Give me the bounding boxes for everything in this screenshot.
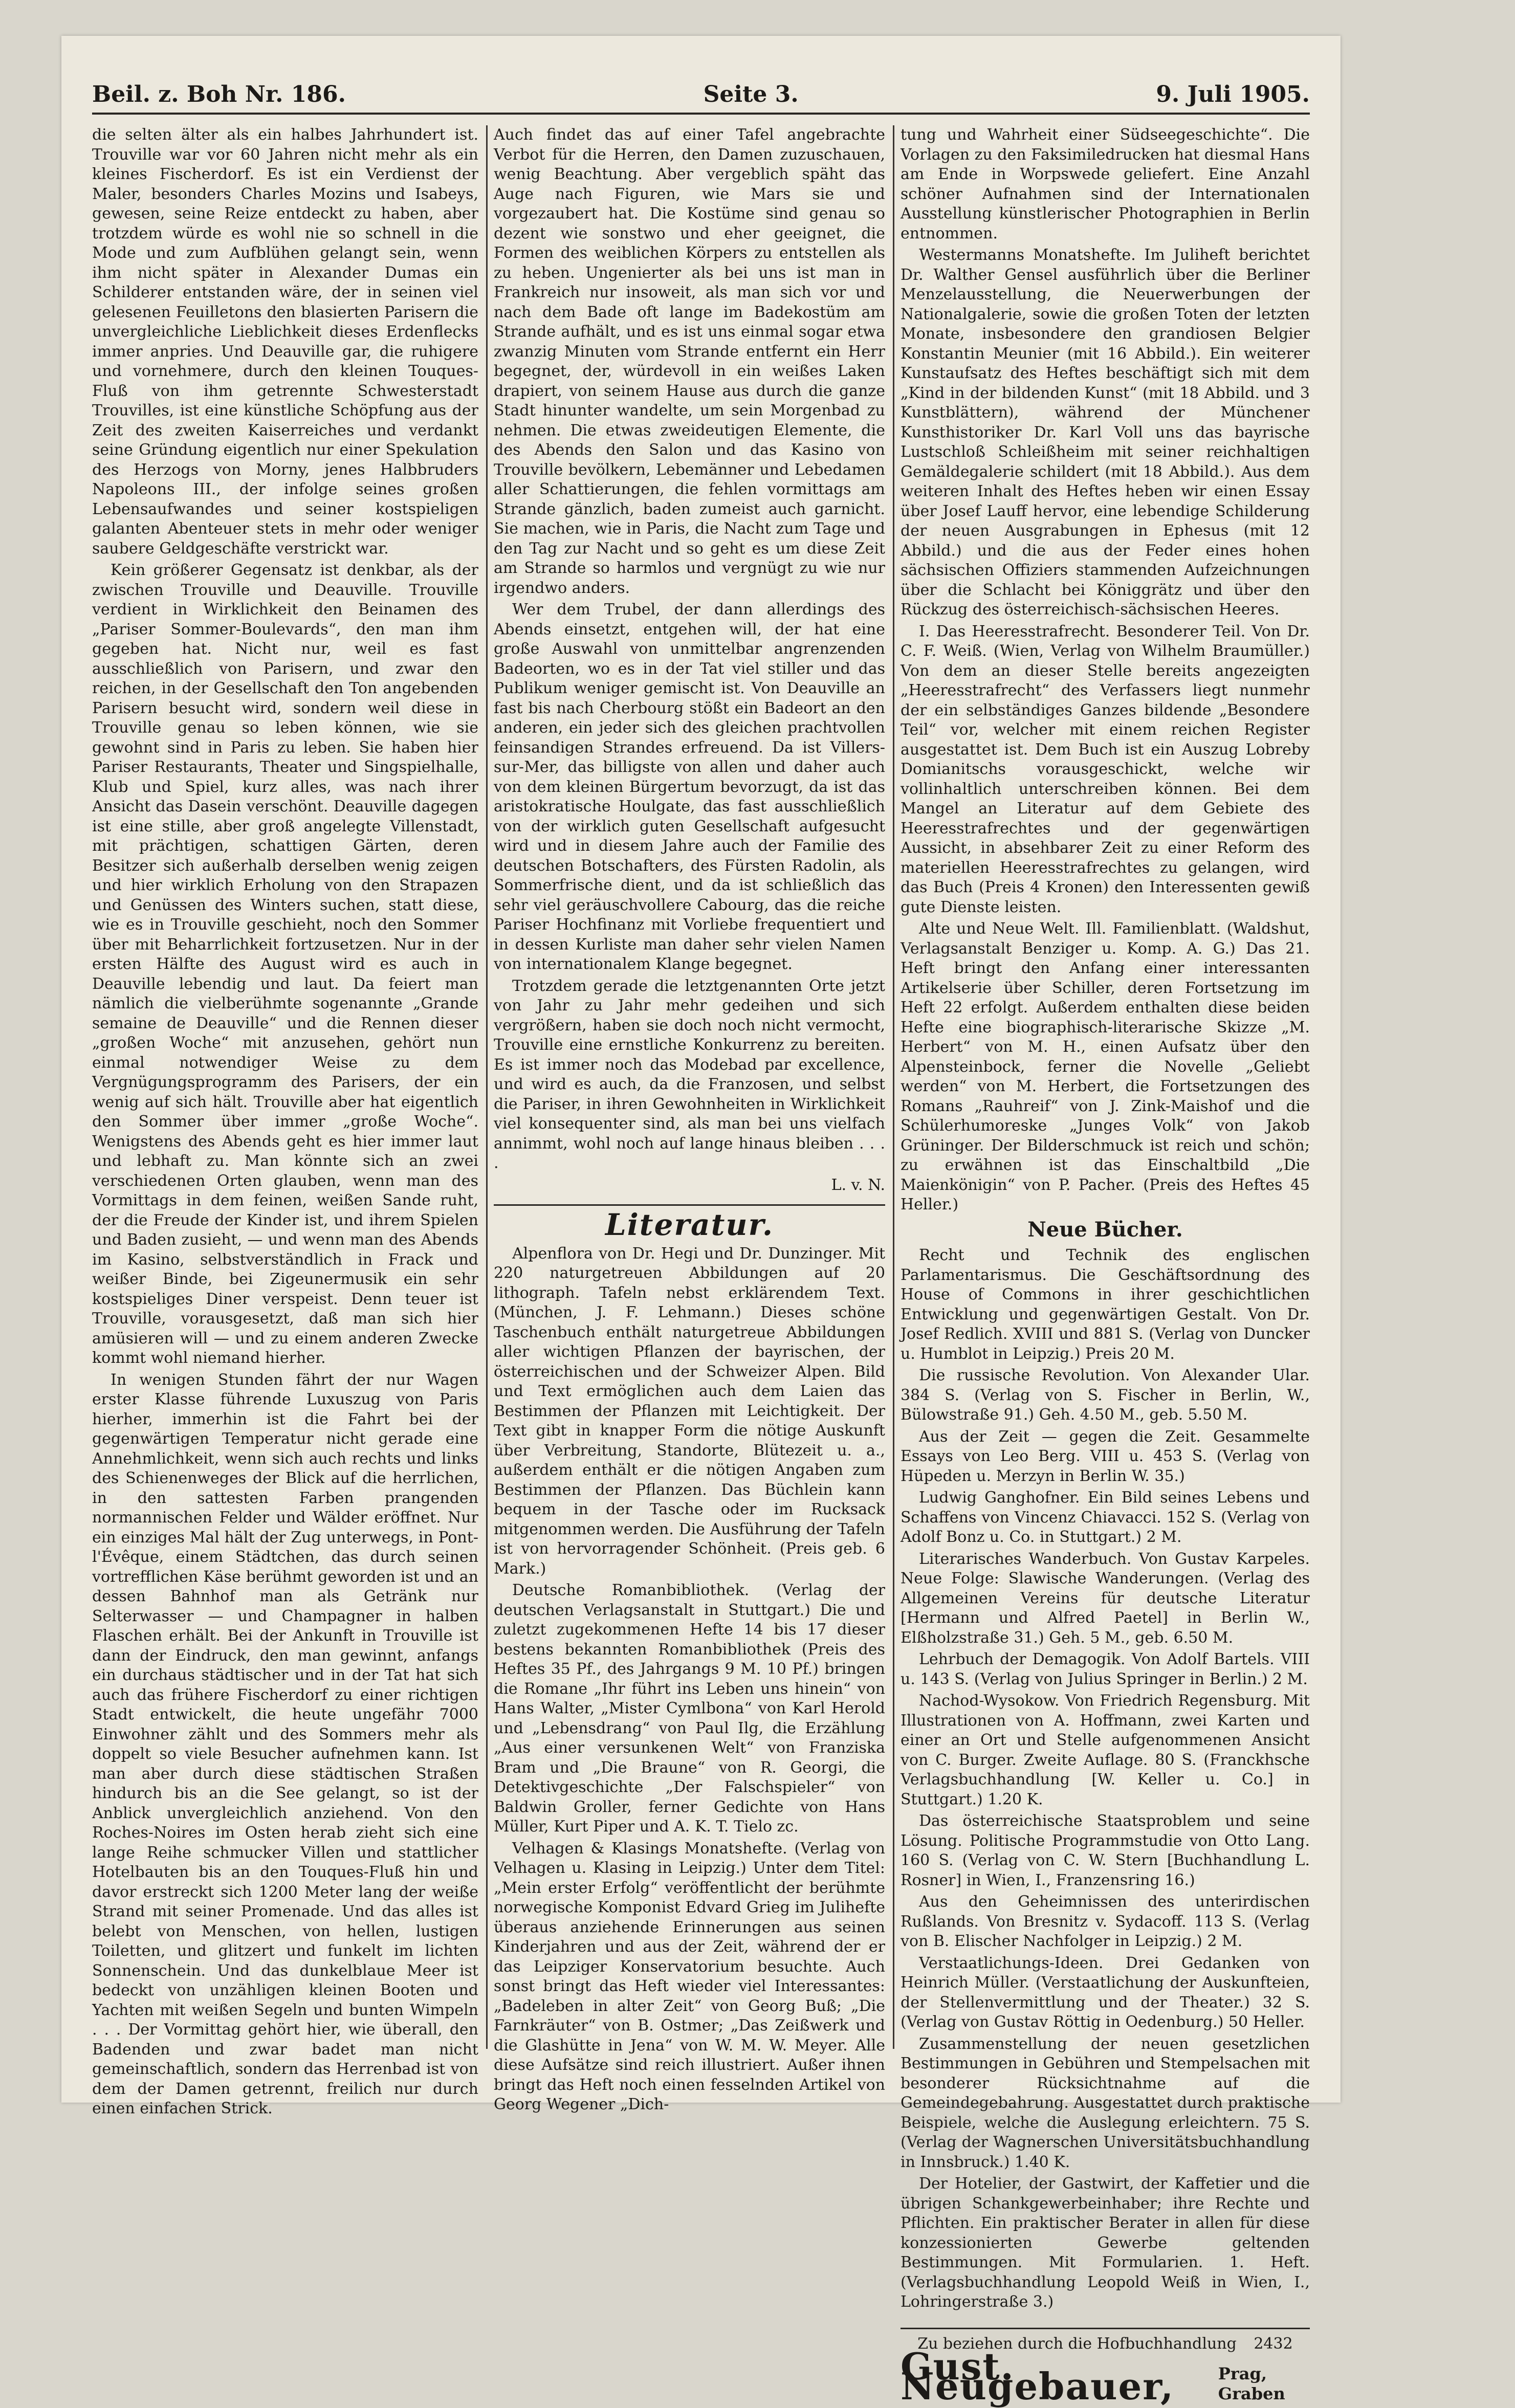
book-entry: Recht und Technik des englischen Parlamentarismus. Die Geschäftsordnung des House of Commons in ihrer geschichtlichen Entwicklung und gegenwärtigen Gestalt. Von Dr. Josef Redlich. XVIII und 881 S. (Verlag von Duncker u. Humblot in Leipzig.) Preis 20 M. bbox=[901, 1246, 1310, 1363]
book-entry: Die russische Revolution. Von Alexander Ular. 384 S. (Verlag von S. Fischer in Berlin, W., Bülowstraße 91.) Geh. 4.50 M., geb. 5.50 M. bbox=[901, 1366, 1310, 1424]
column-3 bbox=[901, 125, 1310, 2408]
header-date: 9. Juli 1905. bbox=[1156, 81, 1310, 107]
newspaper-page bbox=[61, 36, 1341, 2408]
article-paragraph: Kein größerer Gegensatz ist denkbar, als der zwischen Trouville und Deauville. Trouville verdient in Wirklichkeit den Beinamen des „Pariser Sommer-Boulevards“, den man ihm gegeben hat. Nicht nur, weil es fast ausschließlich von Parisern, und zwar den reichen, in der Gesellschaft den Ton angebenden Parisern besucht wird, sondern weil diese in Trouville genau so leben können, wie sie gewohnt sind in Paris zu leben. Sie haben hier Pariser Restaurants, Theater und Singspielhalle, Klub und Spiel, kurz alles, was nach ihrer Ansicht das Dasein verschönt. Deauville dagegen ist eine stille, aber groß angelegte Villenstadt, mit prächtigen, schattigen Gärten, deren Besitzer sich außerhalb derselben wenig zeigen und hier wirklich Erholung von den Strapazen und Genüssen des Winters suchen, statt diese, wie es in Trouville geschieht, noch den Sommer über mit Beharrlichkeit fortzusetzen. Nur in der ersten Hälfte des August wird es auch in Deauville lebendig und laut. Da feiert man nämlich die vielberühmte sogenannte „Grande semaine de Deauville“ und die Rennen dieser „großen Woche“ mit anzusehen, gehört nun einmal notwendiger Weise zu dem Vergnügungsprogramm des Parisers, der ein wenig auf sich hält. Trouville aber hat eigentlich den Sommer über immer „große Woche“. Wenigstens des Abends geht es hier immer laut und lebhaft zu. Man könnte sich an zwei verschiedenen Orten glauben, wenn man des Vormittags in dem feinen, weißen Sande ruht, der die Freude der Kinder ist, und ihrem Spielen und Baden zusieht, — und wenn man des Abends im Kasino, selbstverständlich in Frack und weißer Binde, bei Zigeunermusik ein sehr kostspieliges Diner verspeist. Denn teuer ist Trouville, vorausgesetzt, daß man sich hier amüsieren will — und zu einem anderen Zwecke kommt wohl niemand hierher. bbox=[92, 561, 478, 1367]
book-entry: Verstaatlichungs-Ideen. Drei Gedanken von Heinrich Müller. (Verstaatlichung der Auskunfteien, der Stellenvermittlung und der Theater.) 32 S. (Verlag von Gustav Röttig in Oedenburg.) 50 Heller. bbox=[901, 1954, 1310, 2031]
bookshop-name: Gust. Neugebauer, bbox=[901, 2345, 1175, 2408]
book-entry: Aus der Zeit — gegen die Zeit. Gesammelte Essays von Leo Berg. VIII u. 453 S. (Verlag von Hüpeden u. Merzyn in Berlin W. 35.) bbox=[901, 1427, 1310, 1485]
book-entry: Das österreichische Staatsproblem und seine Lösung. Politische Programmstudie von Otto Lang. 160 S. (Verlag von C. W. Stern [Buchhandlung L. Rosner] in Wien, I., Franzensring 16.) bbox=[901, 1812, 1310, 1889]
bookshop-address: Prag, Graben bbox=[1218, 2364, 1285, 2403]
page-header bbox=[92, 67, 1310, 107]
section-rule bbox=[494, 1204, 885, 1206]
book-entry: Lehrbuch der Demagogik. Von Adolf Bartels. VIII u. 143 S. (Verlag von Julius Springer in Berlin.) 2 M. bbox=[901, 1650, 1310, 1688]
literature-entry: Velhagen & Klasings Monatshefte. (Verlag von Velhagen u. Klasing in Leipzig.) Unter dem Titel: „Mein erster Erfolg“ veröffentlicht der berühmte norwegische Komponist Edvard Grieg im Julihefte überaus anziehende Erinnerungen aus seinen Kinderjahren und aus der Zeit, während der er das Leipziger Konservatorium besuchte. Auch sonst bringt das Heft wieder viel Interessantes: „Badeleben in alter Zeit“ von Georg Buß; „Die Farnkräuter“ von B. Ostmer; „Das Zeißwerk und die Glashütte in Jena“ von W. M. W. Meyer. Alle diese Aufsätze sind reich illustriert. Außer ihnen bringt das Heft noch einen fesselnden Artikel von Georg Wegener „Dich- bbox=[494, 1839, 885, 2113]
ad-intro-text: Zu beziehen durch die Hofbuchhandlung bbox=[917, 2334, 1237, 2353]
bookshop-advertisement bbox=[901, 2328, 1310, 2408]
ad-number: 2432 bbox=[1254, 2334, 1293, 2353]
article-paragraph: Trotzdem gerade die letztgenannten Orte jetzt von Jahr zu Jahr mehr gedeihen und sich vergrößern, haben sie doch noch nicht vermocht, Trouville eine ernstliche Konkurrenz zu bereiten. Es ist immer noch das Modebad par excellence, und wird es auch, da die Franzosen, und selbst die Pariser, in ihren Gewohnheiten in Wirklichkeit viel konsequenter sind, als man bei uns vielfach annimmt, wohl noch auf lange hinaus bleiben . . . . bbox=[494, 977, 885, 1172]
literature-entry: Westermanns Monatshefte. Im Juliheft berichtet Dr. Walther Gensel ausführlich über die Berliner Menzelausstellung, die Neuerwerbungen der Nationalgalerie, sowie die großen Toten der letzten Monate, insbesondere den grandiosen Belgier Konstantin Meunier (mit 16 Abbild.). Ein weiterer Kunstaufsatz des Heftes beschäftigt sich mit dem „Kind in der bildenden Kunst“ (mit 18 Abbild. und 3 Kunstblättern), während der Münchener Kunsthistoriker Dr. Karl Voll uns das bayrische Lustschloß Schleißheim mit seiner reichhaltigen Gemäldegalerie schildert (mit 18 Abbild.). Aus dem weiteren Inhalt des Heftes heben wir einen Essay über Josef Lauff hervor, eine lebendige Schilderung der neuen Ausgrabungen in Ephesus (mit 12 Abbild.) und die aus der Feder eines hohen sächsischen Offiziers stammenden Aufzeichnungen über die Schlacht bei Königgrätz und über den Rückzug des österreichisch-sächsischen Heeres. bbox=[901, 246, 1310, 618]
article-paragraph: Auch findet das auf einer Tafel angebrachte Verbot für die Herren, den Damen zuzuschauen, wenig Beachtung. Aber vergeblich späht das Auge nach Figuren, wie Mars sie und vorgezaubert hat. Die Kostüme sind genau so dezent wie sonstwo und eher geeignet, die Formen des weiblichen Körpers zu entstellen als zu heben. Ungenierter als bei uns ist man in Frankreich nur insoweit, als man sich vor und nach dem Bade oft lange im Badekostüm am Strande aufhält, und es ist uns einmal sogar etwa zwanzig Minuten vom Strande entfernt ein Herr begegnet, der, würdevoll in ein weißes Laken drapiert, von seinem Hause aus durch die ganze Stadt hinunter wandelte, um sein Morgenbad zu nehmen. Die etwas zweideutigen Elemente, die des Abends den Salon und das Kasino von Trouville bevölkern, Lebemänner und Lebedamen aller Schattierungen, die fehlen vormittags am Strande gänzlich, baden zumeist auch garnicht. Sie machen, wie in Paris, die Nacht zum Tage und den Tag zur Nacht und so geht es um diese Zeit am Strande so harmlos und vergnügt zu wie nur irgendwo anders. bbox=[494, 126, 885, 597]
book-entry: Literarisches Wanderbuch. Von Gustav Karpeles. Neue Folge: Slawische Wanderungen. (Verlag des Allgemeinen Vereins für deutsche Literatur [Hermann und Alfred Paetel] in Berlin W., Elßholzstraße 31.) Geh. 5 M., geb. 6.50 M. bbox=[901, 1550, 1310, 1647]
ad-name-line bbox=[901, 2345, 1310, 2408]
article-paragraph: Wer dem Trubel, der dann allerdings des Abends einsetzt, entgehen will, der hat eine große Auswahl von unmittelbar angrenzenden Badeorten, wo es in der Tat viel stiller und das Publikum weniger gemischt ist. Von Deauville an fast bis nach Cherbourg stößt ein Badeort an den anderen, ein jeder sich des gleichen prachtvollen feinsandigen Strandes erfreuend. Da ist Villers-sur-Mer, das billigste von allen und daher auch von dem kleinen Bürgertum bevorzugt, da ist das aristokratische Houlgate, das fast ausschließlich von der wirklich guten Gesellschaft aufgesucht wird und in diesem Jahre auch der Familie des deutschen Botschafters, des Fürsten Radolin, als Sommerfrische dient, und da ist schließlich das sehr viel geräuschvollere Cabourg, das die reiche Pariser Hochfinanz mit Vorliebe frequentiert und in dessen Kurliste man daher sehr vielen Namen von internationalem Klange begegnet. bbox=[494, 601, 885, 973]
column-1 bbox=[92, 125, 478, 2117]
book-entry: Zusammenstellung der neuen gesetzlichen Bestimmungen in Gebühren und Stempelsachen mit besonderer Rücksichtnahme auf die Gemeindegebahrung. Ausgestattet durch praktische Beispiele, welche die Auslegung erleichtern. 75 S. (Verlag der Wagnerschen Universitätsbuchhandlung in Innsbruck.) 1.40 K. bbox=[901, 2035, 1310, 2171]
article-paragraph: die selten älter als ein halbes Jahrhundert ist. Trouville war vor 60 Jahren nicht mehr als ein kleines Fischerdorf. Es ist ein Verdienst der Maler, besonders Charles Mozins und Isabeys, gewesen, seine Reize entdeckt zu haben, aber trotzdem würde es wohl nie so schnell in die Mode und zum Aufblühen gelangt sein, wenn ihm nicht später in Alexander Dumas ein Schilderer entstanden wäre, der in seinen viel gelesenen Feuilletons den blasierten Parisern die unvergleichliche Lieblichkeit dieses Erdenflecks immer anpries. Und Deauville gar, die ruhigere und vornehmere, durch den kleinen Touques-Fluß von ihm getrennte Schwesterstadt Trouvilles, ist eine künstliche Schöpfung aus der Zeit des zweiten Kaiserreiches und verdankt seine Gründung eigentlich nur einer Spekulation des Herzogs von Morny, jenes Halbbruders Napoleons III., der infolge seines großen Lebensaufwandes und seiner kostspieligen galanten Abenteuer stets in mehr oder weniger saubere Geldgeschäfte verstrickt war. bbox=[92, 126, 478, 558]
literature-entry: I. Das Heeresstrafrecht. Besonderer Teil. Von Dr. C. F. Weiß. (Wien, Verlag von Wilhelm Braumüller.) Von dem an dieser Stelle bereits angezeigten „Heeresstrafrecht“ des Verfassers liegt nunmehr der ein selbständiges Ganzes bildende „Besondere Teil“ vor, welcher mit einem reichen Register ausgestattet ist. Dem Buch ist ein Auszug Lobreby Domianitschs vorausgeschickt, welche wir vollinhaltlich unterschreiben können. Bei dem Mangel an Literatur auf dem Gebiete des Heeresstrafrechtes und der gegenwärtigen Aussicht, in absehbarer Zeit zu einer Reform des materiellen Heeresstrafrechtes zu gelangen, wird das Buch (Preis 4 Kronen) den Interessenten gewiß gute Dienste leisten. bbox=[901, 622, 1310, 916]
book-entry: Aus den Geheimnissen des unterirdischen Rußlands. Von Bresnitz v. Sydacoff. 113 S. (Verlag von B. Elischer Nachfolger in Leipzig.) 2 M. bbox=[901, 1893, 1310, 1950]
literature-entry: tung und Wahrheit einer Südseegeschichte“. Die Vorlagen zu den Faksimiledrucken hat diesmal Hans am Ende in Worpswede geliefert. Eine Anzahl schöner Aufnahmen sind der Internationalen Ausstellung künstlerischer Photographien in Berlin entnommen. bbox=[901, 126, 1310, 242]
section-title-neue-buecher: Neue Bücher. bbox=[1027, 1217, 1183, 1242]
literature-entry: Alte und Neue Welt. Ill. Familienblatt. (Waldshut, Verlagsanstalt Benziger u. Komp. A. G.) Das 21. Heft bringt den Anfang einer interessanten Artikelserie über Schiller, deren Fortsetzung im Heft 22 erfolgt. Außerdem enthalten diese beiden Hefte eine biographisch-literarische Skizze „M. Herbert“ von M. H., einen Aufsatz über den Alpensteinbock, ferner die Novelle „Geliebt werden“ von M. Herbert, die Fortsetzungen des Romans „Rauhreif“ von J. Zink-Maishof und die Schülerhumoreske „Junges Volk“ von Jakob Grüninger. Der Bilderschmuck ist reich und schön; zu erwähnen ist das Einschaltbild „Die Maienkönigin“ von P. Pacher. (Preis des Heftes 45 Heller.) bbox=[901, 920, 1310, 1213]
book-entry: Nachod-Wysokow. Von Friedrich Regensburg. Mit Illustrationen von A. Hoffmann, zwei Karten und einer an Ort und Stelle aufgenommenen Ansicht von C. Burger. Zweite Auflage. 80 S. (Franckhsche Verlagsbuchhandlung [W. Keller u. Co.] in Stuttgart.) 1.20 K. bbox=[901, 1692, 1310, 1808]
column-rule bbox=[486, 125, 488, 2049]
column-rule bbox=[893, 125, 894, 2049]
header-page-number: Seite 3. bbox=[703, 81, 799, 107]
literature-entry: Alpenflora von Dr. Hegi und Dr. Dunzinger. Mit 220 naturgetreuen Abbildungen auf 20 lithograph. Tafeln nebst erklärendem Text. (München, J. F. Lehmann.) Dieses schöne Taschenbuch enthält naturgetreue Abbildungen aller wichtigen Pflanzen der bayrischen, der österreichischen und der Schweizer Alpen. Bild und Text ermöglichen auch dem Laien das Bestimmen der Pflanzen mit Leichtigkeit. Der Text gibt in knapper Form die nötige Auskunft über Verbreitung, Standorte, Blütezeit u. a., außerdem enthält er die nötigen Angaben zum Bestimmen der Pflanzen. Das Büchlein kann bequem in der Tasche oder im Rucksack mitgenommen werden. Die Ausführung der Tafeln ist von hervorragender Schönheit. (Preis geb. 6 Mark.) bbox=[494, 1244, 885, 1578]
book-entry: Ludwig Ganghofner. Ein Bild seines Lebens und Schaffens von Vincenz Chiavacci. 152 S. (Verlag von Adolf Bonz u. Co. in Stuttgart.) 2 M. bbox=[901, 1489, 1310, 1546]
section-title-literatur: Literatur. bbox=[605, 1207, 774, 1242]
column-2 bbox=[494, 125, 885, 2113]
header-issue: Beil. z. Boh Nr. 186. bbox=[92, 81, 346, 107]
book-entry: Der Hotelier, der Gastwirt, der Kaffetier und die übrigen Schankgewerbeinhaber; ihre Rechte und Pflichten. Ein praktischer Berater in allen für diese konzessionierten Gewerbe geltenden Bestimmungen. Mit Formularien. 1. Heft. (Verlagsbuchhandlung Leopold Weiß in Wien, I., Lohringerstraße 3.) bbox=[901, 2175, 1310, 2311]
article-signature: L. v. N. bbox=[831, 1176, 885, 1194]
article-paragraph: In wenigen Stunden fährt der nur Wagen erster Klasse führende Luxuszug von Paris hierher, immerhin ist die Fahrt bei der gegenwärtigen Temperatur nicht gerade eine Annehmlichkeit, wenn sich auch rechts und links des Schienenweges der Blick auf die herrlichen, in den sattesten Farben prangenden normannischen Felder und Wälder eröffnet. Nur ein einziges Mal hält der Zug unterwegs, in Pont-l'Évêque, einem Städtchen, das durch seinen vortrefflichen Käse berühmt geworden ist und an dessen Bahnhof man als Getränk nur Selterwasser — und Champagner in halben Flaschen erhält. Bei der Ankunft in Trouville ist dann der Eindruck, den man gewinnt, anfangs ein durchaus städtischer und in der Tat hat sich auch das frühere Fischerdorf zu einer richtigen Stadt entwickelt, die heute ungefähr 7000 Einwohner zählt und des Sommers mehr als doppelt so viele Besucher aufnehmen kann. Ist man aber durch diese städtischen Straßen hindurch bis an die See gelangt, so ist der Anblick unvergleichlich anziehend. Von den Roches-Noires im Osten herab zieht sich eine lange Reihe schmucker Villen und stattlicher Hotelbauten bis an den Touques-Fluß hin und davor erstreckt sich 1200 Meter lang der weiße Strand mit seiner Promenade. Und das alles ist belebt von Menschen, von hellen, lustigen Toiletten, und glitzert und funkelt im lichten Sonnenschein. Und das dunkelblaue Meer ist bedeckt von unzähligen kleinen Booten und Yachten mit weißen Segeln und bunten Wimpeln . . . Der Vormittag gehört hier, wie überall, den Badenden und zwar badet man nicht gemeinschaftlich, sondern das Herrenbad ist von dem der Damen getrennt, freilich nur durch einen einfachen Strick. bbox=[92, 1371, 478, 2117]
header-rule bbox=[92, 113, 1310, 115]
literature-entry: Deutsche Romanbibliothek. (Verlag der deutschen Verlagsanstalt in Stuttgart.) Die und zuletzt zugekommenen Hefte 14 bis 17 dieser bestens bekannten Romanbibliothek (Preis des Heftes 35 Pf., des Jahrgangs 9 M. 10 Pf.) bringen die Romane „Ihr führt ins Leben uns hinein“ von Hans Walter, „Mister Cymlbona“ von Karl Herold und „Lebensdrang“ von Paul Ilg, die Erzählung „Aus einer versunkenen Welt“ von Franziska Bram und „Die Braune“ von R. Georgi, die Detektivgeschichte „Der Falschspieler“ von Baldwin Groller, ferner Gedichte von Hans Müller, Kurt Piper und A. K. T. Tielo zc. bbox=[494, 1581, 885, 1836]
